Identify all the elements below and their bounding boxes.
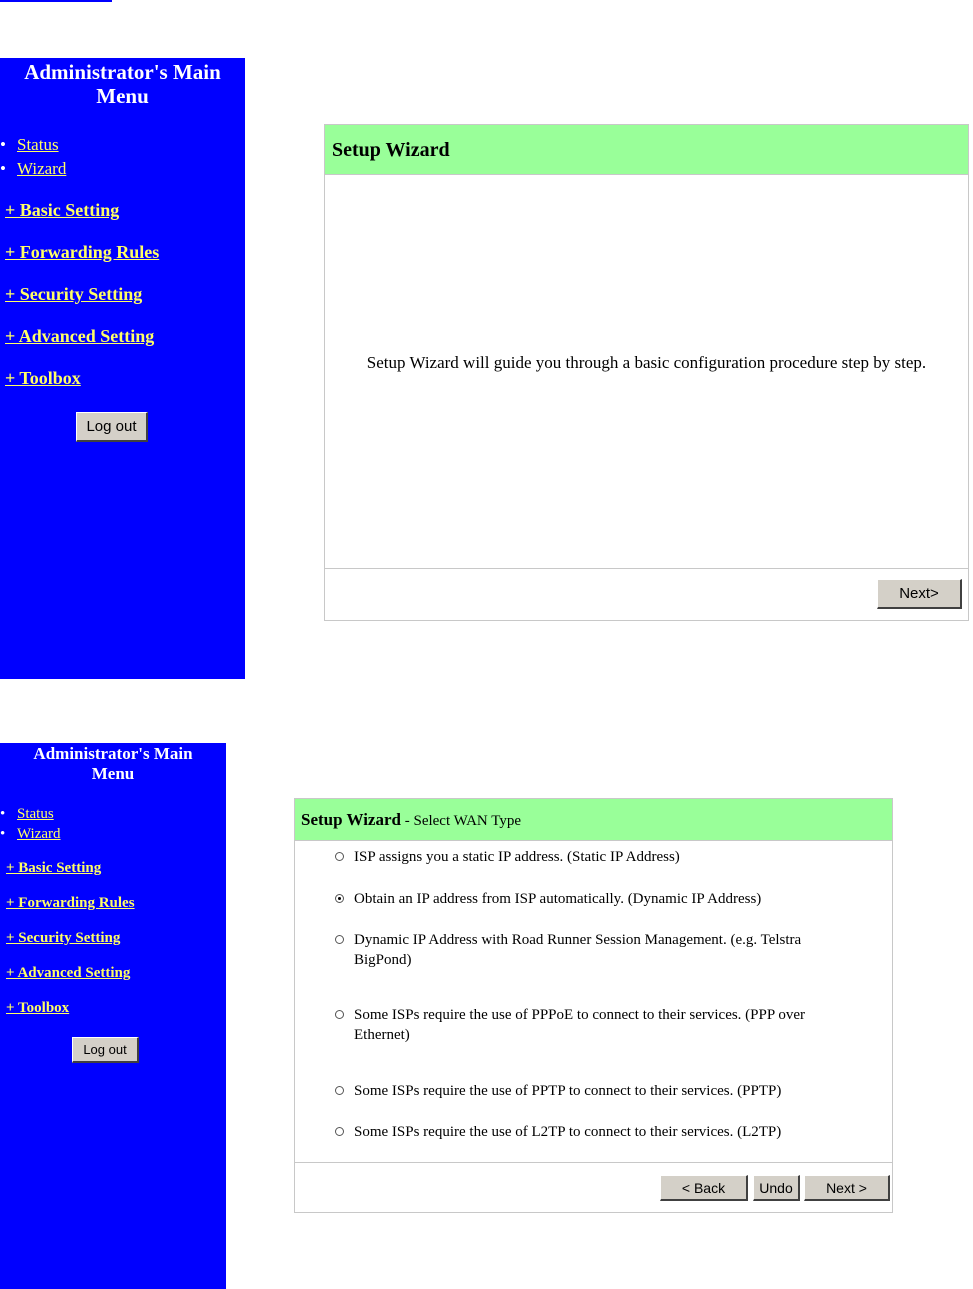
radio-button[interactable] bbox=[335, 1010, 344, 1019]
admin-main-menu-sidebar bbox=[0, 58, 245, 679]
sidebar-item-status bbox=[0, 804, 226, 824]
menu-title-line1: Administrator's Main bbox=[24, 60, 221, 84]
option-road-runner[interactable] bbox=[335, 930, 855, 970]
forwarding-rules-link[interactable]: + Forwarding Rules bbox=[5, 242, 160, 263]
radio-button-selected[interactable] bbox=[335, 894, 344, 903]
wizard-header bbox=[325, 125, 968, 175]
status-link[interactable]: Status bbox=[17, 806, 54, 823]
main-menu-links bbox=[0, 189, 245, 399]
wan-type-wizard-panel bbox=[294, 798, 893, 1213]
menu-title bbox=[0, 743, 226, 783]
wizard-header bbox=[295, 799, 892, 841]
wizard-intro-text: Setup Wizard will guide you through a basic configuration procedure step by step. bbox=[366, 353, 927, 372]
menu-title-line1: Administrator's Main bbox=[33, 744, 193, 763]
basic-setting-link[interactable]: + Basic Setting bbox=[5, 200, 120, 221]
security-setting-link[interactable]: + Security Setting bbox=[5, 284, 143, 305]
sub-menu-list bbox=[0, 804, 226, 844]
status-link[interactable]: Status bbox=[17, 135, 59, 155]
toolbox-link[interactable]: + Toolbox bbox=[5, 368, 81, 389]
wizard-link[interactable]: Wizard bbox=[17, 159, 67, 179]
forwarding-rules-link[interactable]: + Forwarding Rules bbox=[6, 895, 135, 912]
radio-button[interactable] bbox=[335, 1127, 344, 1136]
option-label: Obtain an IP address from ISP automatically. (Dynamic IP Address) bbox=[354, 891, 762, 907]
wizard-footer bbox=[325, 568, 968, 620]
option-label: Some ISPs require the use of PPPoE to connect to their services. (PPP over Ethernet) bbox=[354, 1007, 806, 1043]
sidebar-item-status bbox=[0, 133, 245, 157]
option-dynamic-ip[interactable] bbox=[335, 889, 855, 909]
advanced-setting-link[interactable]: + Advanced Setting bbox=[6, 965, 131, 982]
menu-title-line2: Menu bbox=[91, 763, 135, 783]
undo-button[interactable]: Undo bbox=[753, 1175, 800, 1201]
sidebar-item-wizard bbox=[0, 824, 226, 844]
wizard-title: Setup Wizard bbox=[332, 139, 450, 161]
sub-menu-list bbox=[0, 133, 245, 181]
back-button[interactable]: < Back bbox=[660, 1175, 748, 1201]
logout-button[interactable]: Log out bbox=[72, 1037, 139, 1063]
admin-main-menu-sidebar bbox=[0, 743, 226, 1289]
option-pppoe[interactable] bbox=[335, 1005, 855, 1045]
security-setting-link[interactable]: + Security Setting bbox=[6, 930, 121, 947]
wizard-link[interactable]: Wizard bbox=[17, 826, 61, 843]
next-button[interactable]: Next > bbox=[804, 1175, 890, 1201]
toolbox-link[interactable]: + Toolbox bbox=[6, 1000, 70, 1017]
option-l2tp[interactable] bbox=[335, 1122, 855, 1142]
wizard-subtitle: - Select WAN Type bbox=[400, 813, 522, 829]
setup-wizard-panel bbox=[324, 124, 969, 621]
option-label: Some ISPs require the use of PPTP to connect to their services. (PPTP) bbox=[354, 1083, 782, 1099]
sidebar-item-wizard bbox=[0, 157, 245, 181]
main-menu-links bbox=[0, 851, 226, 1026]
wizard-title: Setup Wizard bbox=[301, 810, 401, 829]
top-link-underline[interactable] bbox=[0, 0, 112, 2]
radio-button[interactable] bbox=[335, 1086, 344, 1095]
radio-button[interactable] bbox=[335, 852, 344, 861]
next-button[interactable]: Next> bbox=[877, 579, 962, 609]
option-static-ip[interactable] bbox=[335, 847, 855, 867]
logout-button[interactable]: Log out bbox=[76, 412, 148, 442]
radio-button[interactable] bbox=[335, 935, 344, 944]
menu-title-line2: Menu bbox=[96, 84, 149, 109]
wizard-footer bbox=[295, 1162, 892, 1212]
option-pptp[interactable] bbox=[335, 1081, 855, 1101]
option-label: Some ISPs require the use of L2TP to connect to their services. (L2TP) bbox=[354, 1124, 782, 1140]
basic-setting-link[interactable]: + Basic Setting bbox=[6, 860, 102, 877]
menu-title bbox=[0, 58, 245, 108]
advanced-setting-link[interactable]: + Advanced Setting bbox=[5, 326, 155, 347]
option-label: Dynamic IP Address with Road Runner Session Management. (e.g. Telstra BigPond) bbox=[354, 932, 802, 968]
option-label: ISP assigns you a static IP address. (Static IP Address) bbox=[354, 849, 680, 865]
